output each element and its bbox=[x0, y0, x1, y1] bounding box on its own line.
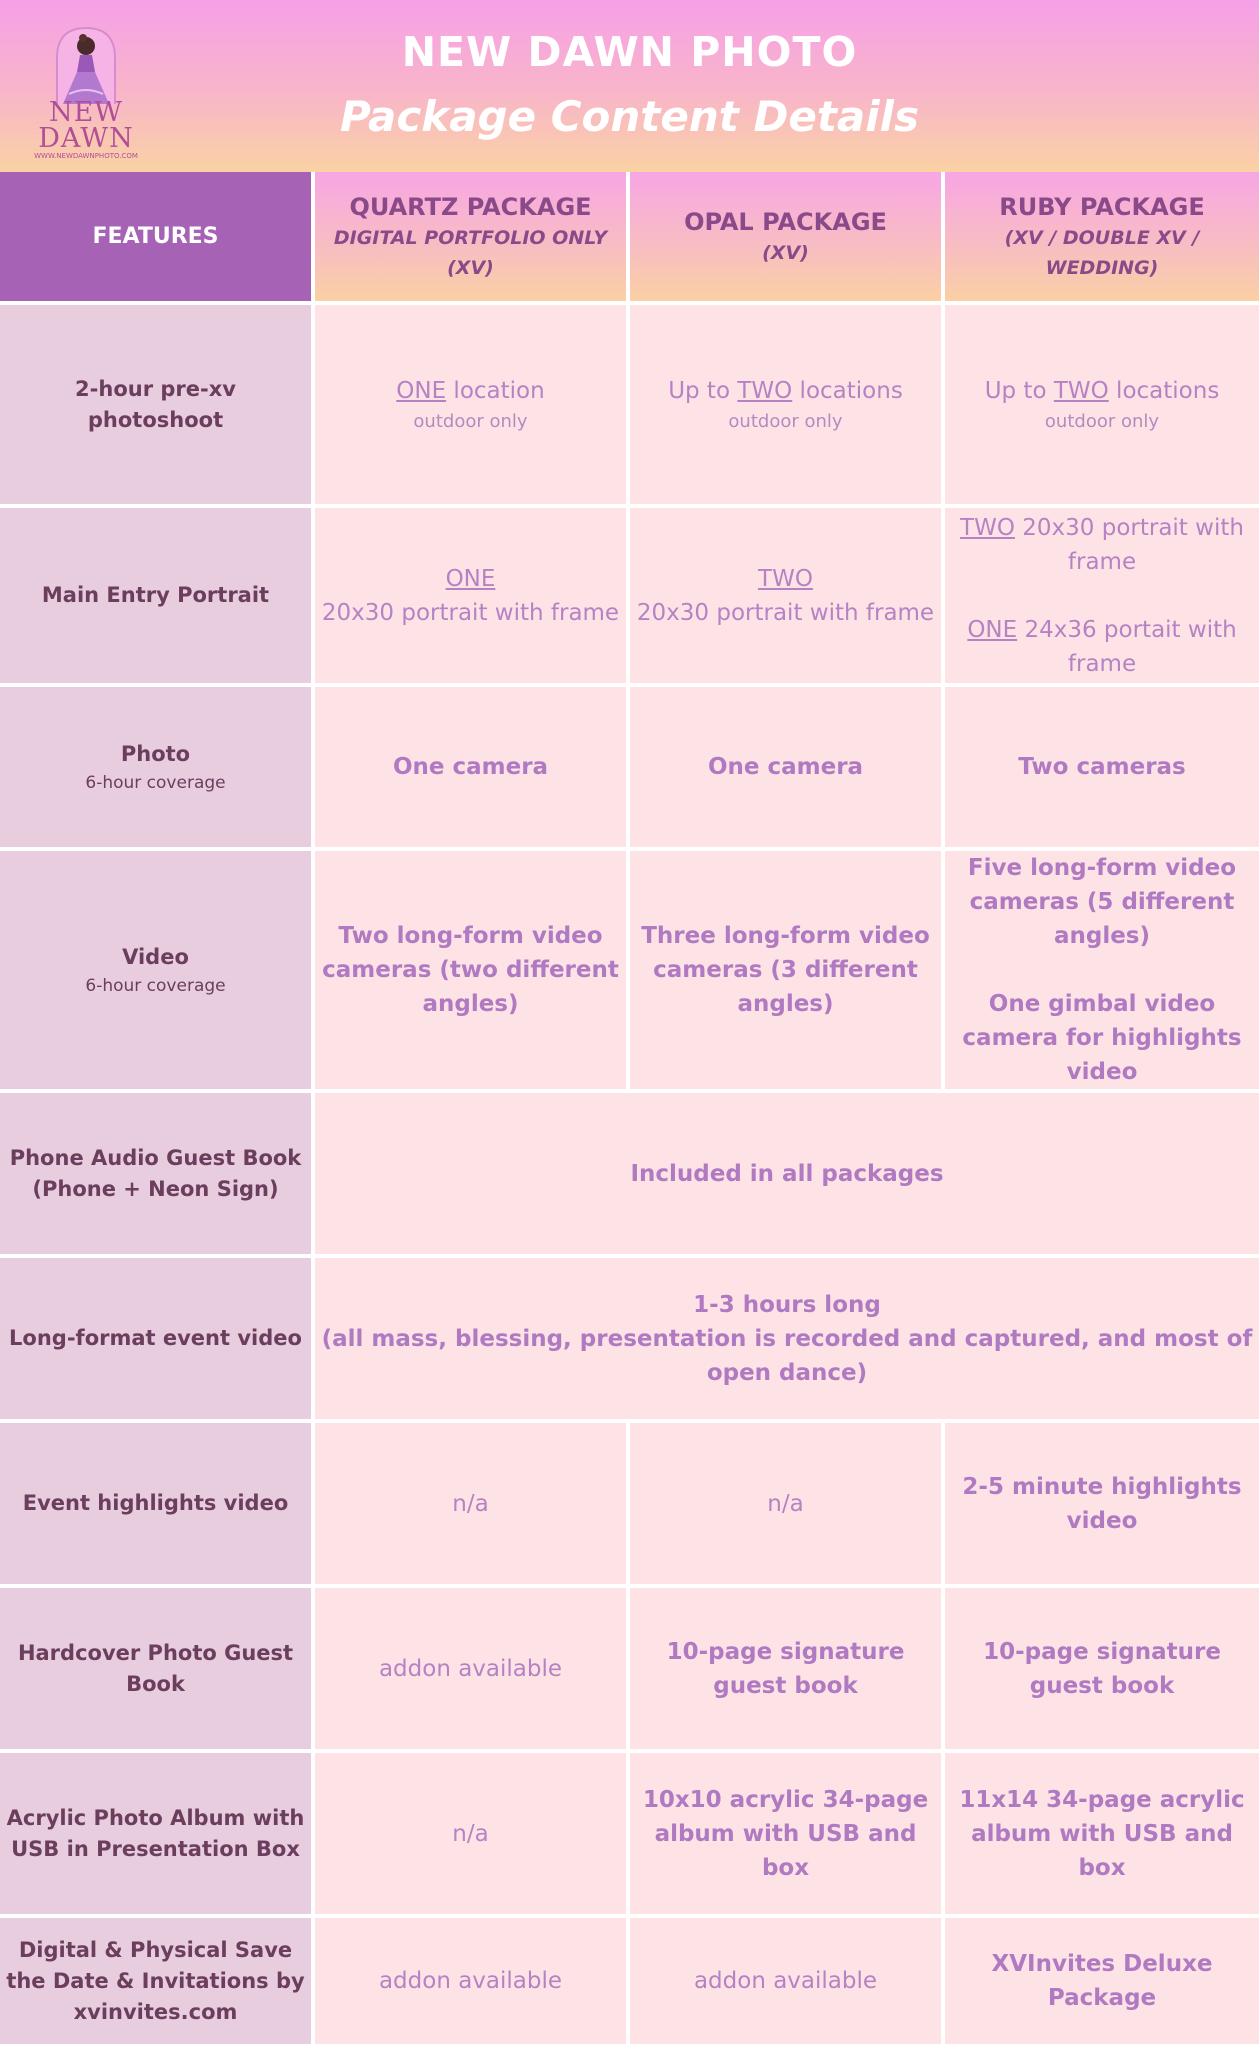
table-row bbox=[0, 1258, 1259, 1423]
all-packages-cell bbox=[315, 1258, 1259, 1423]
quartz-cell: One camera bbox=[315, 687, 626, 851]
quartz-cell: addon available bbox=[315, 1918, 626, 2048]
count-text: TWO bbox=[737, 377, 793, 404]
cell-text: (all mass, blessing, presentation is recorded and captured, and most of open dance) bbox=[321, 1325, 1253, 1386]
ruby-cell: Two cameras bbox=[945, 687, 1259, 851]
cell-text-pre: Up to bbox=[984, 377, 1054, 404]
quartz-name: QUARTZ PACKAGE bbox=[349, 192, 592, 221]
count-text: TWO bbox=[758, 565, 813, 592]
quartz-header bbox=[315, 172, 626, 305]
ruby-cell: 11x14 34-page acrylic album with USB and box bbox=[945, 1753, 1259, 1918]
table-row bbox=[0, 1753, 1259, 1918]
quartz-sub-2: (XV) bbox=[447, 256, 494, 279]
quartz-cell bbox=[315, 508, 626, 687]
table-row bbox=[0, 687, 1259, 851]
feature-label: Digital & Physical Save the Date & Invitations by xvinvites.com bbox=[0, 1918, 311, 2048]
opal-cell: 10x10 acrylic 34-page album with USB and box bbox=[630, 1753, 941, 1918]
opal-cell: n/a bbox=[630, 1423, 941, 1588]
cell-text-pre: Up to bbox=[668, 377, 738, 404]
table-row bbox=[0, 1588, 1259, 1753]
package-table bbox=[0, 172, 1259, 2048]
count-text: ONE bbox=[445, 565, 496, 592]
cell-text: Five long-form video cameras (5 different angles) bbox=[967, 855, 1237, 949]
ruby-cell bbox=[945, 508, 1259, 687]
feature-label: 2-hour pre-xv photoshoot bbox=[0, 305, 311, 508]
count-text: ONE bbox=[967, 616, 1018, 643]
quartz-sub-1: DIGITAL PORTFOLIO ONLY bbox=[333, 226, 608, 249]
cell-subtext: outdoor only bbox=[413, 410, 528, 432]
opal-sub: (XV) bbox=[762, 241, 809, 264]
table-row bbox=[0, 1423, 1259, 1588]
cell-text: 20x30 portrait with frame bbox=[636, 599, 935, 626]
cell-subtext: outdoor only bbox=[1044, 410, 1160, 432]
opal-header bbox=[630, 172, 941, 305]
opal-name: OPAL PACKAGE bbox=[684, 207, 887, 236]
cell-text: locations bbox=[792, 377, 903, 404]
ruby-cell bbox=[945, 851, 1259, 1093]
cell-text: 20x30 portrait with frame bbox=[321, 599, 620, 626]
ruby-cell bbox=[945, 305, 1259, 508]
page-title: NEW DAWN PHOTO bbox=[401, 28, 858, 76]
logo-wordmark: NEW DAWN bbox=[38, 97, 134, 154]
quartz-cell: Two long-form video cameras (two different angles) bbox=[315, 851, 626, 1093]
logo-url: WWW.NEWDAWNPHOTO.COM bbox=[34, 152, 138, 160]
opal-cell: One camera bbox=[630, 687, 941, 851]
feature-label: Event highlights video bbox=[0, 1423, 311, 1588]
feature-subtitle: 6-hour coverage bbox=[85, 772, 226, 793]
feature-label: Phone Audio Guest Book (Phone + Neon Sign) bbox=[0, 1093, 311, 1258]
quartz-cell bbox=[315, 305, 626, 508]
ruby-cell: 2-5 minute highlights video bbox=[945, 1423, 1259, 1588]
table-row bbox=[0, 851, 1259, 1093]
cell-text: location bbox=[446, 377, 545, 404]
feature-label bbox=[0, 851, 311, 1093]
feature-label: Acrylic Photo Album with USB in Presentation Box bbox=[0, 1753, 311, 1918]
count-text: TWO bbox=[1053, 377, 1109, 404]
cell-text: 1-3 hours long bbox=[693, 1291, 881, 1318]
feature-subtitle: 6-hour coverage bbox=[85, 975, 226, 996]
feature-title: Video bbox=[122, 944, 189, 969]
table-row bbox=[0, 1093, 1259, 1258]
feature-label: Main Entry Portrait bbox=[0, 508, 311, 687]
feature-label: Long-format event video bbox=[0, 1258, 311, 1423]
cell-text: locations bbox=[1108, 377, 1220, 404]
table-row bbox=[0, 305, 1259, 508]
cell-text: 24x36 portait with frame bbox=[1017, 616, 1237, 677]
quartz-cell: n/a bbox=[315, 1753, 626, 1918]
page-subtitle: Package Content Details bbox=[339, 92, 920, 141]
feature-title: Photo bbox=[120, 741, 191, 766]
count-text: TWO bbox=[960, 514, 1015, 541]
header-banner bbox=[0, 0, 1259, 172]
opal-cell: Three long-form video cameras (3 different angles) bbox=[630, 851, 941, 1093]
cell-subtext: outdoor only bbox=[728, 410, 843, 432]
table-row bbox=[0, 508, 1259, 687]
feature-label: Hardcover Photo Guest Book bbox=[0, 1588, 311, 1753]
ruby-sub: (XV / DOUBLE XV / WEDDING) bbox=[1004, 226, 1200, 279]
count-text: ONE bbox=[396, 377, 447, 404]
quartz-cell: addon available bbox=[315, 1588, 626, 1753]
ruby-name: RUBY PACKAGE bbox=[999, 192, 1205, 221]
all-packages-cell: Included in all packages bbox=[315, 1093, 1259, 1258]
opal-cell: 10-page signature guest book bbox=[630, 1588, 941, 1753]
table-row bbox=[0, 1918, 1259, 2048]
ruby-cell: 10-page signature guest book bbox=[945, 1588, 1259, 1753]
features-header: FEATURES bbox=[0, 172, 311, 305]
ruby-header bbox=[945, 172, 1259, 305]
opal-cell bbox=[630, 508, 941, 687]
cell-text: 20x30 portrait with frame bbox=[1014, 514, 1244, 575]
opal-cell: addon available bbox=[630, 1918, 941, 2048]
quartz-cell: n/a bbox=[315, 1423, 626, 1588]
table-header-row bbox=[0, 172, 1259, 305]
opal-cell bbox=[630, 305, 941, 508]
cell-text: One gimbal video camera for highlights video bbox=[962, 991, 1242, 1085]
ruby-cell: XVInvites Deluxe Package bbox=[945, 1918, 1259, 2048]
feature-label bbox=[0, 687, 311, 851]
